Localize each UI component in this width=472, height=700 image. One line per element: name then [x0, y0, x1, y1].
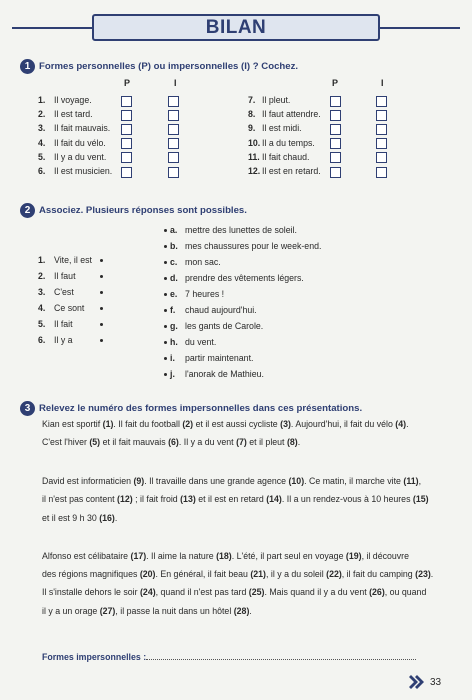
right-item-text: mon sac. [185, 257, 221, 267]
text-segment: , ou quand [384, 587, 427, 597]
checkbox-i[interactable] [376, 167, 387, 178]
clause-number: (18) [216, 551, 232, 561]
left-item-text: Il y a [54, 334, 73, 345]
item-sentence: Il fait mauvais. [54, 123, 111, 134]
left-item-number: 2. [38, 270, 46, 281]
right-item-letter: e. [170, 289, 178, 299]
text-segment: , il découvre [361, 551, 409, 561]
item-sentence: Il faut attendre. [262, 109, 321, 120]
chevron-right-icon [409, 675, 425, 689]
item-sentence: Il a du temps. [262, 137, 315, 148]
left-item-text: Il fait [54, 318, 73, 329]
item-number: 1. [38, 95, 46, 105]
right-item-letter: a. [170, 225, 178, 235]
checkbox-p[interactable] [330, 124, 341, 135]
page-number: 33 [430, 677, 442, 688]
text-line [42, 419, 409, 430]
clause-number: (28) [233, 606, 250, 616]
checkbox-i[interactable] [168, 110, 179, 121]
text-segment: Alfonso est célibataire [42, 551, 131, 561]
text-segment: C'est l'hiver [42, 437, 90, 447]
left-item-number: 3. [38, 286, 46, 297]
text-line [42, 494, 429, 505]
match-dot[interactable] [100, 307, 103, 310]
right-item-text: prendre des vêtements légers. [185, 273, 304, 283]
checkbox-p[interactable] [121, 124, 132, 135]
left-item-number: 6. [38, 334, 46, 345]
match-dot[interactable] [164, 357, 167, 360]
clause-number: (6) [168, 437, 179, 447]
item-sentence: Il est musicien. [54, 166, 113, 176]
item-sentence: Il est midi. [262, 123, 302, 134]
text-segment: . Ce matin, il marche vite [304, 476, 404, 486]
match-dot[interactable] [100, 291, 103, 294]
clause-number: (27) [99, 606, 116, 616]
page-title-box [92, 14, 380, 41]
text-segment: , quand il n'est pas tard [155, 587, 249, 597]
checkbox-i[interactable] [376, 138, 387, 149]
text-segment: , il passe la nuit dans un hôtel [115, 606, 234, 616]
item-sentence: Il fait du vélo. [54, 137, 106, 148]
text-segment: . Aujourd'hui, il fait du vélo [290, 419, 396, 429]
right-item-letter: b. [170, 241, 178, 251]
text-segment: . Il fait du football [113, 419, 183, 429]
left-item-text: Ce sont [54, 302, 85, 313]
checkbox-i[interactable] [376, 96, 387, 107]
text-segment: il y a un orage [42, 606, 100, 616]
right-item-text: les gants de Carole. [185, 321, 264, 331]
item-sentence: Il pleut. [262, 95, 291, 105]
clause-number: (3) [280, 419, 291, 429]
clause-number: (25) [248, 587, 265, 597]
match-dot[interactable] [164, 373, 167, 376]
right-item-letter: h. [170, 337, 178, 347]
left-item-number: 1. [38, 255, 46, 265]
item-number: 2. [38, 109, 46, 120]
match-dot[interactable] [164, 341, 167, 344]
left-item-number: 5. [38, 318, 46, 329]
text-line [42, 587, 426, 598]
checkbox-p[interactable] [330, 96, 341, 107]
item-sentence: Il voyage. [54, 95, 92, 105]
text-segment: . [297, 437, 301, 447]
section1-number: 1 [20, 59, 35, 74]
left-item-number: 4. [38, 302, 46, 313]
clause-number: (14) [266, 494, 282, 504]
clause-number: (24) [140, 587, 156, 597]
text-segment: il n'est pas content [42, 494, 118, 504]
text-line [42, 606, 252, 617]
checkbox-p[interactable] [121, 138, 132, 149]
text-segment: . [430, 569, 434, 579]
text-segment: et il est 9 h 30 [42, 513, 100, 523]
right-item-letter: g. [170, 321, 178, 331]
section3-number: 3 [20, 401, 35, 416]
text-segment: . Il y a du vent [178, 437, 237, 447]
text-segment: David est informaticien [42, 476, 134, 486]
text-segment: . Mais quand il y a du vent [264, 587, 370, 597]
checkbox-i[interactable] [168, 124, 179, 135]
text-segment: . Il a un rendez-vous à 10 heures [281, 494, 413, 504]
checkbox-i[interactable] [376, 124, 387, 135]
text-segment: , il fait du camping [341, 569, 416, 579]
text-segment: Kian est sportif [42, 419, 103, 429]
clause-number: (22) [326, 569, 342, 579]
match-dot[interactable] [100, 259, 103, 262]
clause-number: (12) [117, 494, 133, 504]
item-sentence: Il est tard. [54, 109, 93, 120]
checkbox-i[interactable] [168, 96, 179, 107]
clause-number: (4) [395, 419, 407, 429]
checkbox-i[interactable] [168, 138, 179, 149]
right-item-text: 7 heures ! [185, 289, 225, 299]
section2-title: Associez. Plusieurs réponses sont possibles. [39, 205, 247, 216]
right-item-text: chaud aujourd'hui. [185, 305, 257, 315]
match-dot[interactable] [164, 277, 167, 280]
clause-number: (2) [182, 419, 194, 429]
text-segment: Il s'installe dehors le soir [42, 587, 140, 597]
match-dot[interactable] [100, 275, 103, 278]
left-item-text: C'est [54, 286, 74, 297]
text-segment: et il fait mauvais [100, 437, 169, 447]
clause-number: (1) [102, 419, 114, 429]
text-line [42, 569, 433, 580]
clause-number: (17) [130, 551, 147, 561]
match-dot[interactable] [164, 229, 167, 232]
clause-number: (11) [403, 476, 419, 486]
right-item-letter: d. [170, 273, 178, 283]
checkbox-p[interactable] [121, 110, 132, 121]
col-p-left: P [124, 78, 131, 88]
left-item-text: Vite, il est [54, 255, 92, 265]
text-segment: et il pleut [246, 437, 287, 447]
checkbox-p[interactable] [121, 167, 132, 178]
text-segment: , [418, 476, 422, 486]
checkbox-i[interactable] [376, 152, 387, 163]
item-number: 8. [248, 109, 256, 120]
clause-number: (7) [236, 437, 247, 447]
clause-number: (20) [139, 569, 156, 579]
checkbox-i[interactable] [168, 152, 179, 163]
clause-number: (19) [345, 551, 362, 561]
text-line [42, 551, 409, 562]
header-rule-right [380, 27, 460, 29]
section3-title: Relevez le numéro des formes impersonnelles dans ces présentations. [39, 403, 363, 414]
checkbox-i[interactable] [376, 110, 387, 121]
item-number: 4. [38, 137, 46, 148]
page-title: BILAN [205, 17, 267, 38]
clause-number: (15) [412, 494, 429, 504]
clause-number: (21) [250, 569, 266, 579]
item-number: 9. [248, 123, 256, 134]
text-segment: et il est en retard [195, 494, 267, 504]
checkbox-p[interactable] [330, 167, 341, 178]
right-item-text: partir maintenant. [185, 353, 254, 363]
right-item-text: mes chaussures pour le week-end. [185, 241, 322, 251]
text-segment: . [114, 513, 118, 523]
item-number: 10. [248, 137, 261, 148]
checkbox-p[interactable] [330, 138, 341, 149]
clause-number: (16) [99, 513, 115, 523]
header-rule-left [12, 27, 92, 29]
text-segment: . [249, 606, 252, 616]
item-number: 12. [248, 166, 261, 176]
item-sentence: Il fait chaud. [262, 151, 310, 162]
item-number: 3. [38, 123, 46, 134]
right-item-letter: j. [170, 369, 175, 379]
text-line [42, 437, 300, 448]
right-item-letter: c. [170, 257, 178, 267]
right-item-text: l'anorak de Mathieu. [185, 369, 264, 379]
answer-label: Formes impersonnelles : [42, 652, 147, 662]
text-segment: , il y a du soleil [266, 569, 327, 579]
right-item-letter: f. [170, 305, 176, 315]
section1-title: Formes personnelles (P) ou impersonnelles (I) ? Cochez. [39, 61, 299, 72]
checkbox-p[interactable] [330, 110, 341, 121]
item-number: 5. [38, 151, 46, 162]
checkbox-p[interactable] [330, 152, 341, 163]
clause-number: (23) [415, 569, 431, 579]
text-segment: . L'été, il part seul en voyage [231, 551, 346, 561]
match-dot[interactable] [164, 309, 167, 312]
item-sentence: Il y a du vent. [54, 151, 107, 162]
text-segment: des régions magnifiques [42, 569, 140, 579]
item-number: 7. [248, 95, 256, 105]
right-item-text: mettre des lunettes de soleil. [185, 225, 297, 235]
clause-number: (10) [288, 476, 305, 486]
left-item-text: Il faut [54, 270, 76, 281]
item-number: 6. [38, 166, 46, 176]
clause-number: (9) [133, 476, 145, 486]
item-number: 11. [248, 151, 260, 162]
text-segment: et il est aussi cycliste [193, 419, 281, 429]
text-line [42, 513, 117, 524]
col-i-right: I [381, 78, 384, 88]
text-segment: . Il aime la nature [146, 551, 217, 561]
right-item-letter: i. [170, 353, 175, 363]
match-dot[interactable] [100, 339, 103, 342]
checkbox-p[interactable] [121, 96, 132, 107]
text-segment: ; il fait froid [132, 494, 181, 504]
item-sentence: Il est en retard. [262, 166, 321, 176]
section2-number: 2 [20, 203, 35, 218]
match-dot[interactable] [164, 261, 167, 264]
right-item-text: du vent. [185, 337, 217, 347]
checkbox-i[interactable] [168, 167, 179, 178]
match-dot[interactable] [164, 245, 167, 248]
col-p-right: P [332, 78, 339, 88]
text-line [42, 476, 421, 487]
clause-number: (5) [89, 437, 101, 447]
text-segment: . Il travaille dans une grande agence [144, 476, 289, 486]
col-i-left: I [174, 78, 177, 88]
clause-number: (8) [286, 437, 298, 447]
text-segment: . En général, il fait beau [155, 569, 251, 579]
clause-number: (13) [180, 494, 196, 504]
checkbox-p[interactable] [121, 152, 132, 163]
match-dot[interactable] [164, 325, 167, 328]
match-dot[interactable] [100, 323, 103, 326]
text-segment: . [406, 419, 409, 429]
match-dot[interactable] [164, 293, 167, 296]
clause-number: (26) [369, 587, 385, 597]
answer-line[interactable] [146, 659, 416, 660]
